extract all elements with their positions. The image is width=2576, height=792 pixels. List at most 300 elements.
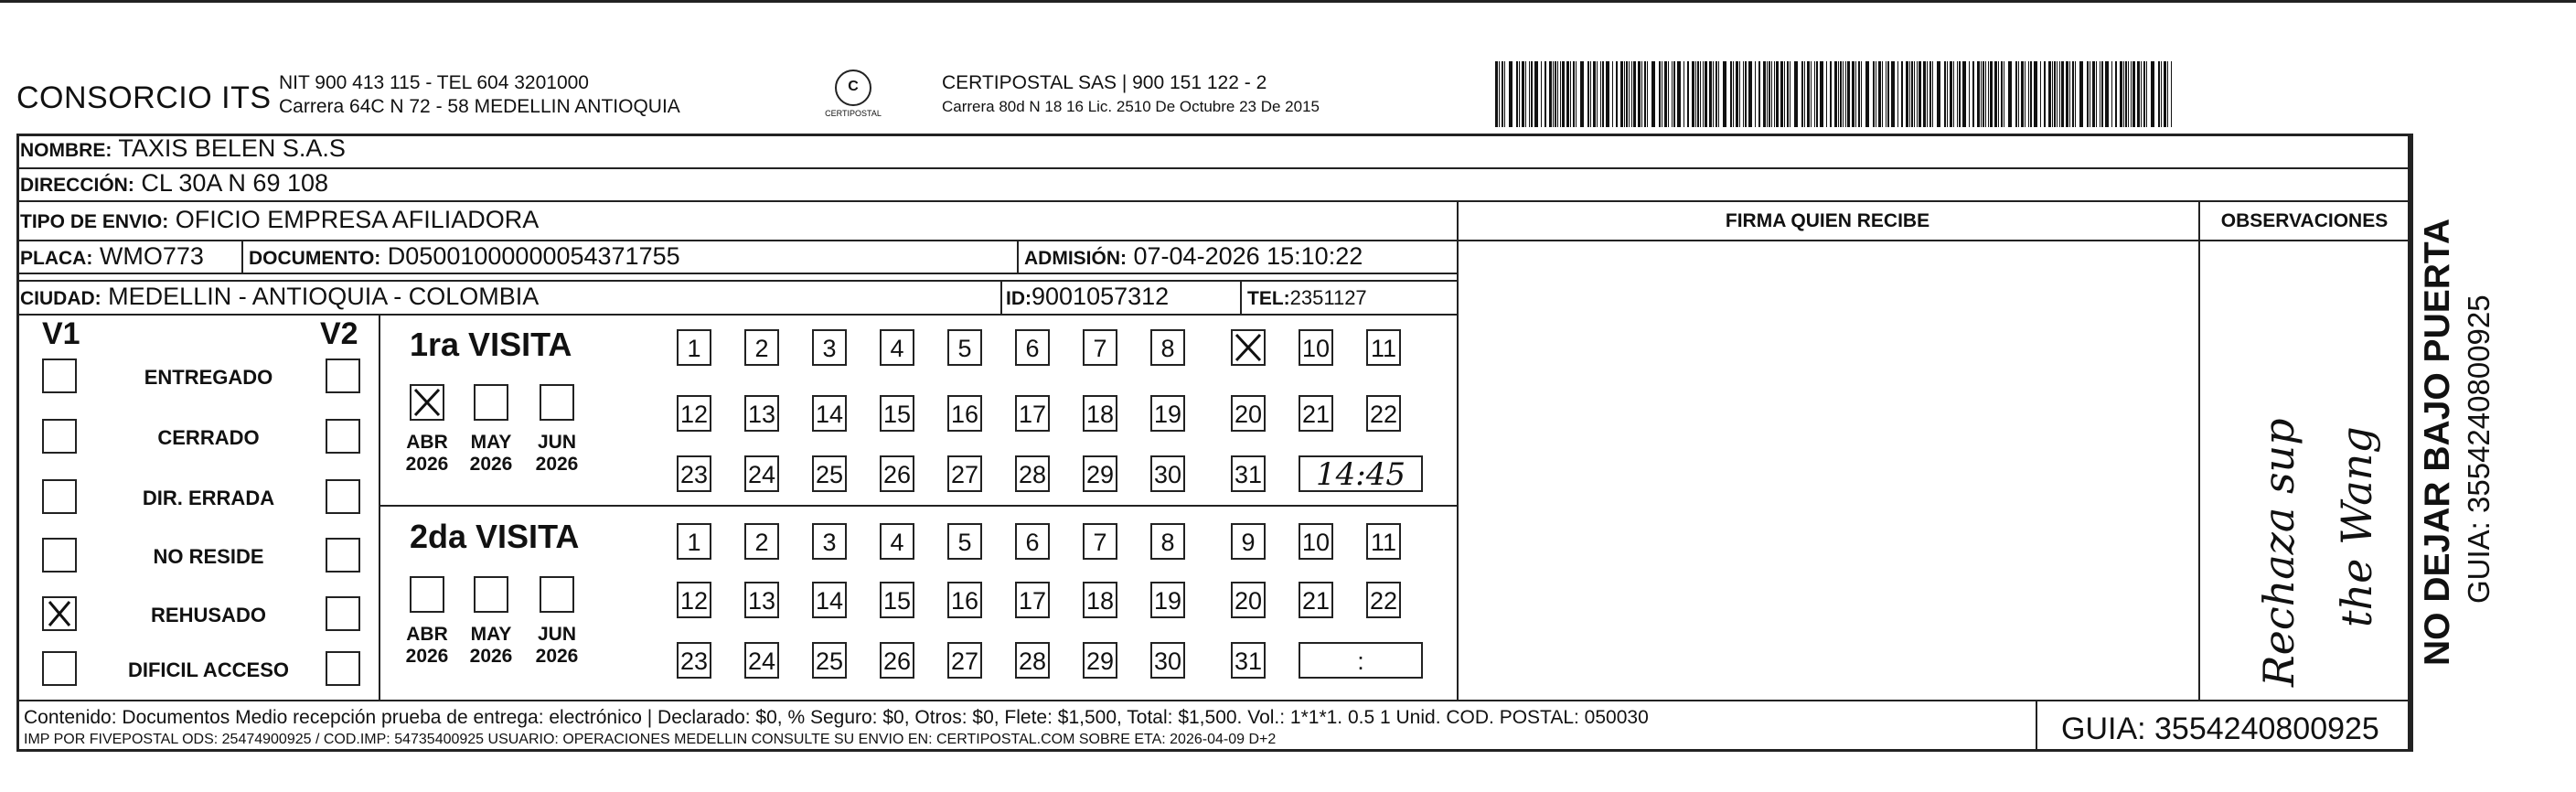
v2-checkbox[interactable]	[326, 538, 360, 573]
barcode-bar	[1664, 61, 1667, 127]
month-name: MAY	[470, 432, 512, 453]
barcode-bar	[1606, 61, 1609, 127]
barcode-bar	[1977, 61, 1980, 127]
barcode-bar	[1834, 61, 1837, 127]
day-box[interactable]: 13	[744, 395, 779, 432]
day-box[interactable]: 13	[744, 582, 779, 618]
status-label: NO RESIDE	[153, 545, 264, 568]
day-box[interactable]: 3	[812, 523, 847, 560]
month-label	[459, 624, 523, 668]
barcode-bar	[1771, 61, 1772, 127]
barcode-bar	[2072, 61, 2074, 127]
barcode-bar	[1703, 61, 1704, 127]
barcode-bar	[1555, 61, 1556, 127]
barcode-bar	[1570, 61, 1571, 127]
month-label	[459, 432, 523, 476]
barcode-bar	[1745, 61, 1747, 127]
day-box[interactable]: 18	[1083, 582, 1117, 618]
barcode-bar	[1807, 61, 1810, 127]
month-checkbox[interactable]	[410, 384, 444, 421]
visita2-time-box[interactable]	[1299, 642, 1423, 679]
obs-divider	[2198, 240, 2410, 241]
day-box[interactable]: 22	[1366, 582, 1401, 618]
month-year: 2026	[469, 646, 513, 667]
nombre-label: NOMBRE:	[20, 140, 112, 161]
barcode-bar	[1816, 61, 1818, 127]
barcode-bar	[1983, 61, 1984, 127]
day-box[interactable]: 9	[1231, 523, 1266, 560]
day-box[interactable]: 5	[947, 329, 982, 366]
check-x-icon	[44, 598, 75, 629]
side-warning: NO DEJAR BAJO PUERTA	[2418, 218, 2457, 666]
barcode-bar	[1814, 61, 1815, 127]
day-box[interactable]: 22	[1366, 395, 1401, 432]
barcode-bar	[1811, 61, 1812, 127]
barcode-bar	[1673, 61, 1675, 127]
barcode-bar	[2044, 61, 2046, 127]
day-box[interactable]: 2	[744, 523, 779, 560]
day-box[interactable]: 20	[1231, 582, 1266, 618]
v2-checkbox[interactable]	[326, 596, 360, 631]
observaciones-area	[2213, 243, 2405, 697]
id-value: 9001057312	[1031, 283, 1170, 310]
barcode-bar	[2105, 61, 2109, 127]
barcode-bar	[1519, 61, 1520, 127]
barcode-bar	[1865, 61, 1869, 127]
day-box[interactable]: 1	[677, 523, 711, 560]
barcode-bar	[2034, 61, 2037, 127]
day-box[interactable]: 2	[744, 329, 779, 366]
barcode-bar	[1947, 61, 1948, 127]
barcode-bar	[1529, 61, 1530, 127]
barcode-bar	[1927, 61, 1928, 127]
barcode-bar	[2001, 61, 2003, 127]
barcode-bar	[1647, 61, 1648, 127]
placa-divider	[241, 240, 243, 274]
barcode-bar	[1847, 61, 1850, 127]
barcode-bar	[2131, 61, 2132, 127]
barcode-bar	[2092, 61, 2095, 127]
day-box[interactable]: 6	[1015, 329, 1050, 366]
month-label	[525, 432, 589, 476]
month-name: JUN	[537, 624, 576, 645]
visita2-time: :	[1357, 648, 1364, 675]
month-checkbox[interactable]	[540, 384, 574, 421]
barcode-bar	[1897, 61, 1898, 127]
barcode-bar	[1820, 61, 1823, 127]
barcode-bar	[1784, 61, 1785, 127]
day-box[interactable]: 14	[812, 395, 847, 432]
barcode-bar	[2146, 61, 2147, 127]
day-box[interactable]: 11	[1366, 329, 1401, 366]
barcode-bar	[1937, 61, 1940, 127]
barcode-bar	[1882, 61, 1883, 127]
barcode-bar	[1852, 61, 1855, 127]
day-box[interactable]: 23	[677, 642, 711, 679]
day-box[interactable]: 28	[1015, 455, 1050, 492]
month-checkbox[interactable]	[410, 576, 444, 613]
month-label	[525, 624, 589, 668]
barcode-bar	[1909, 61, 1910, 127]
v2-header: V2	[320, 316, 358, 351]
v1-checkbox[interactable]	[42, 596, 77, 631]
barcode-bar	[2120, 61, 2122, 127]
barcode-bar	[1838, 61, 1839, 127]
day-box[interactable]: 17	[1015, 395, 1050, 432]
barcode-bar	[1626, 61, 1628, 127]
documento-value: D05001000000054371755	[387, 242, 680, 270]
barcode-bar	[1843, 61, 1844, 127]
barcode-bar	[1624, 61, 1625, 127]
v1-checkbox[interactable]	[42, 419, 77, 454]
barcode-bar	[2018, 61, 2019, 127]
month-checkbox[interactable]	[540, 576, 574, 613]
barcode-bar	[1560, 61, 1561, 127]
barcode-bar	[1616, 61, 1618, 127]
barcode-bar	[2059, 61, 2060, 127]
barcode-bar	[2008, 61, 2012, 127]
day-box[interactable]: 5	[947, 523, 982, 560]
day-box[interactable]: 30	[1150, 642, 1185, 679]
barcode-bar	[2158, 61, 2160, 127]
barcode-bar	[1804, 61, 1805, 127]
row-divider	[16, 273, 1457, 274]
barcode-bar	[1709, 61, 1712, 127]
day-box[interactable]: 17	[1015, 582, 1050, 618]
barcode-bar	[1631, 61, 1632, 127]
barcode-bar	[2069, 61, 2070, 127]
barcode-bar	[1953, 61, 1954, 127]
row-divider	[16, 167, 2410, 169]
barcode-bar	[1906, 61, 1908, 127]
side-guia: GUIA: 3554240800925	[2462, 294, 2496, 604]
day-box[interactable]: 18	[1083, 395, 1117, 432]
barcode-bar	[1911, 61, 1913, 127]
barcode-bar	[1994, 61, 1997, 127]
tipo-envio-label: TIPO DE ENVIO:	[20, 211, 169, 232]
logo-text: CERTIPOSTAL	[825, 109, 882, 118]
barcode-bar	[2123, 61, 2124, 127]
visita1-time: 14:45	[1316, 456, 1406, 493]
barcode-bar	[2015, 61, 2017, 127]
barcode-bar	[1962, 61, 1966, 127]
barcode-bar	[1593, 61, 1596, 127]
day-box[interactable]: 4	[880, 329, 914, 366]
barcode-bar	[1758, 61, 1760, 127]
visita1-time-box[interactable]	[1299, 455, 1423, 492]
barcode-bar	[2167, 61, 2168, 127]
day-box[interactable]: 7	[1083, 523, 1117, 560]
v2-checkbox[interactable]	[326, 419, 360, 454]
barcode-bar	[2171, 61, 2172, 127]
barcode-bar	[1743, 61, 1744, 127]
day-box[interactable]: 19	[1150, 395, 1185, 432]
barcode-bar	[1988, 61, 1989, 127]
company-name: CONSORCIO ITS	[16, 80, 272, 115]
barcode-bar	[2066, 61, 2068, 127]
barcode-bar	[1629, 61, 1630, 127]
barcode-bar	[2079, 61, 2083, 127]
footer-guia: GUIA: 3554240800925	[2061, 712, 2379, 746]
barcode-bar	[1668, 61, 1669, 127]
status-divider	[379, 314, 380, 700]
barcode-bar	[1534, 61, 1538, 127]
day-box[interactable]: 10	[1299, 329, 1333, 366]
ciudad-field	[20, 283, 539, 311]
admision-divider	[1017, 240, 1019, 274]
barcode-bar	[1776, 61, 1779, 127]
ciudad-label: CIUDAD:	[20, 288, 102, 309]
barcode-bar	[1858, 61, 1860, 127]
day-box[interactable]: 16	[947, 395, 982, 432]
barcode-bar	[2061, 61, 2064, 127]
day-box[interactable]: 15	[880, 395, 914, 432]
day-box[interactable]: 6	[1015, 523, 1050, 560]
tel-value: 2351127	[1289, 286, 1367, 309]
barcode-bar	[1886, 61, 1887, 127]
day-box[interactable]: 23	[677, 455, 711, 492]
day-box[interactable]: 3	[812, 329, 847, 366]
barcode-bar	[1801, 61, 1803, 127]
barcode-bar	[1713, 61, 1714, 127]
barcode-bar	[1641, 61, 1642, 127]
barcode-bar	[1499, 61, 1500, 127]
day-box[interactable]: 16	[947, 582, 982, 618]
barcode-bar	[1917, 61, 1918, 127]
certipostal-nit-line: CERTIPOSTAL SAS | 900 151 122 - 2	[942, 72, 1267, 93]
barcode-bar	[1769, 61, 1770, 127]
v1-checkbox[interactable]	[42, 479, 77, 514]
day-box[interactable]: 12	[677, 582, 711, 618]
row-divider	[16, 700, 2410, 701]
barcode-bar	[2048, 61, 2051, 127]
day-box[interactable]: 24	[744, 455, 779, 492]
barcode-bar	[1522, 61, 1524, 127]
barcode-bar	[1730, 61, 1732, 127]
row-divider	[16, 200, 2410, 202]
barcode	[1495, 61, 2176, 127]
barcode-bar	[1972, 61, 1974, 127]
month-checkbox[interactable]	[474, 576, 508, 613]
barcode-bar	[1944, 61, 1946, 127]
day-box[interactable]: 27	[947, 455, 982, 492]
barcode-bar	[1733, 61, 1734, 127]
barcode-bar	[1826, 61, 1827, 127]
v2-checkbox[interactable]	[326, 651, 360, 686]
observaciones-header: OBSERVACIONES	[2220, 210, 2389, 231]
day-box[interactable]: 8	[1150, 523, 1185, 560]
barcode-bar	[1525, 61, 1526, 127]
barcode-bar	[1600, 61, 1601, 127]
tipo-envio-field	[20, 206, 539, 234]
barcode-bar	[1887, 61, 1889, 127]
barcode-bar	[1878, 61, 1881, 127]
obs-left-border	[2198, 200, 2200, 700]
barcode-bar	[1981, 61, 1982, 127]
status-label: REHUSADO	[151, 604, 266, 626]
v1-checkbox[interactable]	[42, 359, 77, 393]
barcode-bar	[2057, 61, 2058, 127]
barcode-bar	[1873, 61, 1875, 127]
footer-content-line: Contenido: Documentos Medio recepción prueba de entrega: electrónico | Declarado: $0, % Seguro: $0, Otros: $0, Flete: $1,500, Total: $1,500. Vol.: 1*1*1. 0.5 1 Unid. COD. POSTAL: 050030	[24, 707, 1649, 728]
handwritten-note-2: the Wang	[2332, 426, 2381, 627]
day-box[interactable]: 29	[1083, 455, 1117, 492]
nombre-value: TAXIS BELEN S.A.S	[118, 134, 346, 162]
barcode-bar	[1553, 61, 1554, 127]
month-name: JUN	[537, 432, 576, 453]
certipostal-logo	[812, 70, 894, 121]
month-year: 2026	[535, 454, 579, 475]
day-box[interactable]: 30	[1150, 455, 1185, 492]
barcode-bar	[1677, 61, 1681, 127]
barcode-bar	[2101, 61, 2103, 127]
barcode-bar	[1990, 61, 1993, 127]
barcode-bar	[1736, 61, 1738, 127]
direccion-label: DIRECCIÓN:	[20, 175, 134, 196]
day-box[interactable]: 8	[1150, 329, 1185, 366]
barcode-bar	[1739, 61, 1740, 127]
day-box[interactable]: 12	[677, 395, 711, 432]
barcode-bar	[1830, 61, 1832, 127]
status-label: DIFICIL ACCESO	[127, 658, 289, 681]
barcode-bar	[1969, 61, 1970, 127]
day-box[interactable]: 28	[1015, 642, 1050, 679]
barcode-bar	[1587, 61, 1589, 127]
barcode-bar	[2141, 61, 2142, 127]
obs-right-border	[2410, 200, 2412, 700]
barcode-bar	[1774, 61, 1775, 127]
day-box[interactable]: 14	[812, 582, 847, 618]
day-box[interactable]: 21	[1299, 395, 1333, 432]
month-name: ABR	[406, 432, 448, 453]
admision-value: 07-04-2026 15:10:22	[1133, 242, 1363, 270]
day-box[interactable]: 31	[1231, 642, 1266, 679]
status-label: CERRADO	[157, 426, 260, 449]
documento-label: DOCUMENTO:	[249, 248, 381, 269]
barcode-bar	[2161, 61, 2162, 127]
day-box[interactable]: 10	[1299, 523, 1333, 560]
barcode-bar	[1840, 61, 1842, 127]
barcode-bar	[1748, 61, 1752, 127]
admision-field	[1024, 242, 1363, 271]
barcode-bar	[1705, 61, 1707, 127]
day-box[interactable]: 11	[1366, 523, 1401, 560]
v1-checkbox[interactable]	[42, 538, 77, 573]
month-name: MAY	[470, 624, 512, 645]
visita1-title: 1ra VISITA	[410, 326, 572, 363]
id-field	[1006, 283, 1169, 311]
barcode-bar	[1716, 61, 1717, 127]
barcode-bar	[1509, 61, 1512, 127]
documento-field	[249, 242, 680, 271]
day-box[interactable]: 7	[1083, 329, 1117, 366]
barcode-bar	[1932, 61, 1933, 127]
barcode-bar	[1959, 61, 1961, 127]
day-box[interactable]: 25	[812, 642, 847, 679]
barcode-bar	[1700, 61, 1701, 127]
barcode-bar	[1985, 61, 1986, 127]
month-year: 2026	[535, 646, 579, 667]
barcode-bar	[1590, 61, 1591, 127]
barcode-bar	[1576, 61, 1577, 127]
day-box[interactable]: 20	[1231, 395, 1266, 432]
placa-label: PLACA:	[20, 248, 93, 269]
tel-divider	[1240, 280, 1242, 315]
barcode-bar	[1929, 61, 1931, 127]
barcode-bar	[2030, 61, 2032, 127]
day-box[interactable]: 1	[677, 329, 711, 366]
barcode-bar	[1763, 61, 1766, 127]
barcode-bar	[1620, 61, 1623, 127]
month-label	[395, 624, 459, 668]
barcode-bar	[1861, 61, 1862, 127]
footer-imp-line: IMP POR FIVEPOSTAL ODS: 25474900925 / COD.IMP: 54735400925 USUARIO: OPERACIONES MEDELLIN CONSULTE SU ENVIO EN: CERTIPOSTAL.COM SOBRE ETA: 2026-04-09 D+2	[24, 732, 1277, 747]
month-checkbox[interactable]	[474, 384, 508, 421]
day-box[interactable]: 21	[1299, 582, 1333, 618]
admision-label: ADMISIÓN:	[1024, 248, 1127, 269]
barcode-bar	[2143, 61, 2145, 127]
company-nit-line: NIT 900 413 115 - TEL 604 3201000	[279, 72, 589, 93]
barcode-bar	[1531, 61, 1533, 127]
id-label: ID:	[1006, 288, 1031, 309]
v2-checkbox[interactable]	[326, 359, 360, 393]
barcode-bar	[2021, 61, 2024, 127]
barcode-bar	[2052, 61, 2053, 127]
status-label: ENTREGADO	[144, 366, 273, 389]
barcode-bar	[1901, 61, 1903, 127]
barcode-bar	[1562, 61, 1565, 127]
barcode-bar	[1612, 61, 1613, 127]
barcode-bar	[1516, 61, 1518, 127]
day-box[interactable]: 29	[1083, 642, 1117, 679]
v1-checkbox[interactable]	[42, 651, 77, 686]
day-box[interactable]: 24	[744, 642, 779, 679]
v1-header: V1	[42, 316, 80, 351]
tel-field	[1247, 283, 1367, 311]
tipo-envio-value: OFICIO EMPRESA AFILIADORA	[175, 206, 540, 233]
signature-area[interactable]	[1457, 241, 2198, 699]
footer-divider	[2036, 700, 2037, 752]
visita-divider	[379, 505, 1457, 507]
barcode-bar	[2132, 61, 2135, 127]
day-box[interactable]: 4	[880, 523, 914, 560]
placa-value: WMO773	[99, 242, 204, 270]
barcode-bar	[1549, 61, 1552, 127]
barcode-bar	[1755, 61, 1756, 127]
firma-header: FIRMA QUIEN RECIBE	[1725, 210, 1930, 231]
barcode-bar	[1545, 61, 1546, 127]
day-box[interactable]: 27	[947, 642, 982, 679]
barcode-bar	[2128, 61, 2129, 127]
barcode-bar	[2025, 61, 2026, 127]
barcode-bar	[1683, 61, 1684, 127]
day-box[interactable]: 26	[880, 455, 914, 492]
barcode-bar	[1891, 61, 1895, 127]
barcode-bar	[2115, 61, 2117, 127]
barcode-bar	[2111, 61, 2112, 127]
placa-field	[20, 242, 204, 271]
barcode-bar	[1697, 61, 1699, 127]
day-box[interactable]: 15	[880, 582, 914, 618]
company-info	[279, 71, 680, 119]
day-box[interactable]: 25	[812, 455, 847, 492]
barcode-bar	[2096, 61, 2097, 127]
day-box[interactable]	[1231, 329, 1266, 366]
day-box[interactable]: 19	[1150, 582, 1185, 618]
v2-checkbox[interactable]	[326, 479, 360, 514]
day-box[interactable]: 31	[1231, 455, 1266, 492]
day-box[interactable]: 26	[880, 642, 914, 679]
